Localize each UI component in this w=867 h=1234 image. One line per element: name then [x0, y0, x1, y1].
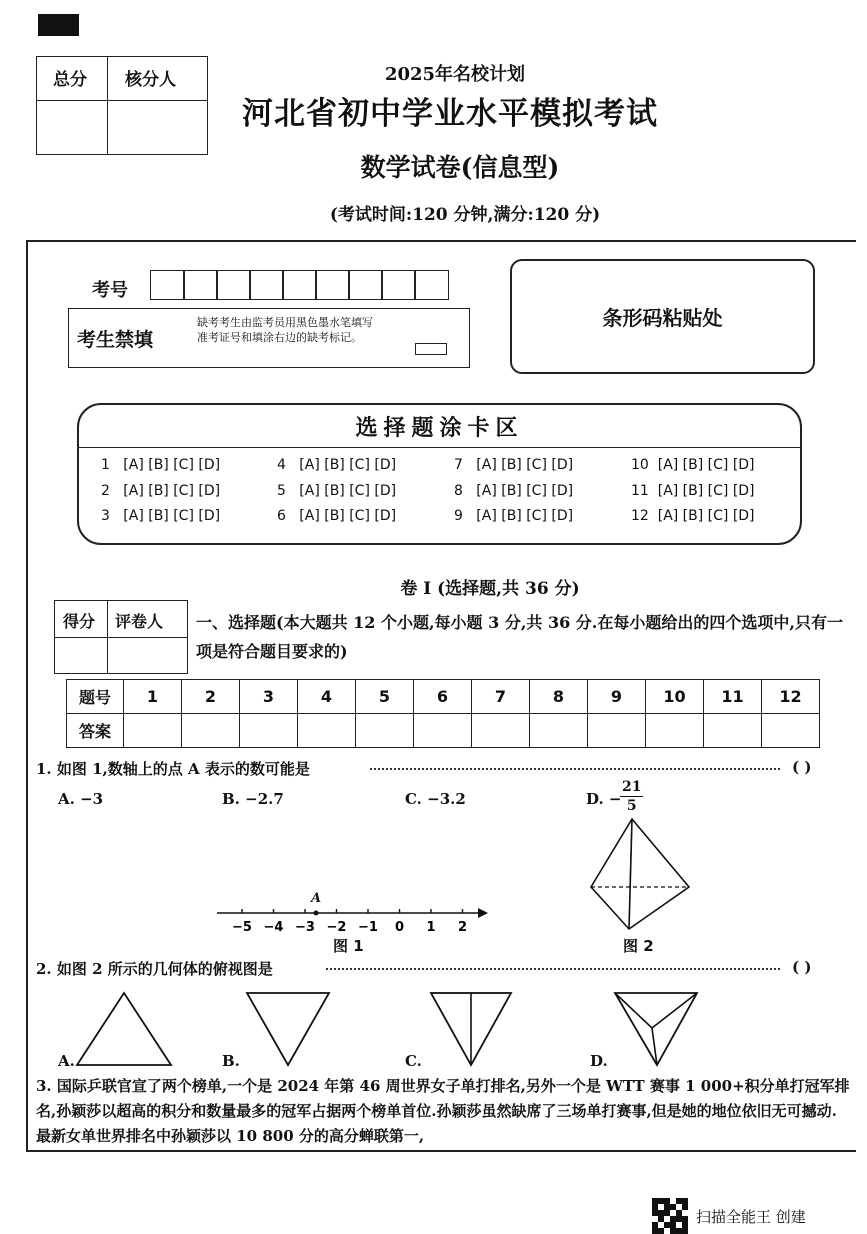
exam-number-boxes[interactable] — [150, 270, 447, 300]
card-item-6[interactable]: 6 [A] [B] [C] [D] — [277, 508, 397, 524]
answer-cell[interactable] — [414, 714, 472, 748]
number-line-tick-label: −4 — [263, 920, 284, 935]
q2-option-c-figure — [428, 990, 514, 1068]
number-line-tick-label: −3 — [295, 920, 315, 935]
answer-table-number: 4 — [298, 680, 356, 714]
answer-cell[interactable] — [762, 714, 820, 748]
answer-table-number: 10 — [646, 680, 704, 714]
q1-bracket: ( ) — [792, 758, 812, 776]
q1-option-b: B. −2.7 — [222, 790, 284, 808]
qr-code-icon — [652, 1198, 688, 1234]
restricted-area — [68, 308, 470, 368]
point-a-dot — [314, 911, 319, 916]
answer-cell[interactable] — [240, 714, 298, 748]
answer-table-number: 2 — [182, 680, 240, 714]
answer-cell[interactable] — [124, 714, 182, 748]
answer-table-number: 9 — [588, 680, 646, 714]
answer-cell[interactable] — [704, 714, 762, 748]
point-a-label: A — [311, 891, 322, 906]
answer-table-number: 5 — [356, 680, 414, 714]
exam-time-info: (考试时间:120 分钟,满分:120 分) — [329, 205, 601, 225]
number-line-tick-label: −5 — [232, 920, 252, 935]
answer-table-header-row — [67, 680, 820, 714]
q1-stem: 1. 如图 1,数轴上的点 A 表示的数可能是 — [36, 760, 310, 778]
fig2-caption: 图 2 — [623, 937, 654, 955]
q2-stem: 2. 如图 2 所示的几何体的俯视图是 — [36, 960, 273, 978]
answer-cell[interactable] — [472, 714, 530, 748]
answer-table — [66, 679, 820, 748]
scanner-text: 扫描全能王 创建 — [696, 1207, 806, 1226]
restricted-note: 缺考考生由监考员用黑色墨水笔填写准考证号和填涂右边的缺考标记。 — [197, 316, 373, 344]
card-item-10[interactable]: 10 [A] [B] [C] [D] — [631, 457, 755, 473]
corner-black-tab — [38, 14, 79, 36]
grader-label: 评卷人 — [115, 612, 164, 631]
fig1-number-line — [212, 896, 492, 940]
exam-title: 河北省初中学业水平模拟考试 — [242, 96, 658, 132]
card-item-9[interactable]: 9 [A] [B] [C] [D] — [454, 508, 574, 524]
exam-number-label: 考号 — [92, 280, 128, 301]
q2-option-a-figure — [74, 990, 174, 1068]
section-1-intro: 一、选择题(本大题共 12 个小题,每小题 3 分,共 36 分.在每小题给出的四个选项中,只有一项是符合题目要求的) — [196, 613, 843, 661]
answer-table-number-label: 题号 — [67, 680, 124, 714]
card-item-12[interactable]: 12 [A] [B] [C] [D] — [631, 508, 755, 524]
plan-title: 2025年名校计划 — [384, 64, 526, 85]
grade-table — [54, 600, 188, 674]
answer-cell[interactable] — [356, 714, 414, 748]
total-score-label: 总分 — [53, 70, 87, 90]
subject-title: 数学试卷(信息型) — [360, 153, 560, 182]
answer-cell[interactable] — [298, 714, 356, 748]
choice-card-title: 选择题涂卡区 — [355, 416, 524, 441]
number-line-tick-label: 1 — [426, 920, 436, 935]
card-item-1[interactable]: 1 [A] [B] [C] [D] — [101, 457, 221, 473]
q2-option-b: B. — [222, 1052, 240, 1070]
q2-option-d-figure — [612, 990, 700, 1068]
number-line-tick-label: −2 — [326, 920, 347, 935]
number-line-tick-label: −1 — [358, 920, 378, 935]
card-item-11[interactable]: 11 [A] [B] [C] [D] — [631, 483, 755, 499]
barcode-area — [510, 259, 815, 374]
section-1-title: 卷 I (选择题,共 36 分) — [400, 579, 580, 599]
answer-table-number: 8 — [530, 680, 588, 714]
barcode-label: 条形码粘贴处 — [602, 306, 723, 330]
choice-card — [77, 403, 802, 545]
answer-table-number: 6 — [414, 680, 472, 714]
answer-table-number: 3 — [240, 680, 298, 714]
card-item-8[interactable]: 8 [A] [B] [C] [D] — [454, 483, 574, 499]
q1-option-a: A. −3 — [58, 790, 104, 808]
grade-label: 得分 — [63, 612, 96, 631]
q2-option-c: C. — [405, 1052, 422, 1070]
card-item-2[interactable]: 2 [A] [B] [C] [D] — [101, 483, 221, 499]
q1-option-c: C. −3.2 — [405, 790, 466, 808]
answer-table-number: 1 — [124, 680, 182, 714]
q2-bracket: ( ) — [792, 958, 812, 976]
scanner-watermark — [652, 1198, 806, 1234]
answer-cell[interactable] — [588, 714, 646, 748]
q1-option-d: D. − — [586, 790, 622, 808]
card-item-3[interactable]: 3 [A] [B] [C] [D] — [101, 508, 221, 524]
answer-table-number: 11 — [704, 680, 762, 714]
answer-table-answer-row — [67, 714, 820, 748]
q1-option-d-fraction: 21 5 — [622, 779, 642, 814]
number-line-tick-label: 0 — [394, 920, 405, 935]
restricted-label: 考生禁填 — [77, 329, 154, 351]
fig2-tetrahedron — [585, 815, 695, 935]
checker-label: 核分人 — [125, 70, 176, 90]
q1-leader-dots — [370, 768, 780, 770]
card-item-5[interactable]: 5 [A] [B] [C] [D] — [277, 483, 397, 499]
answer-cell[interactable] — [530, 714, 588, 748]
absence-mark-box[interactable] — [415, 343, 447, 355]
answer-cell[interactable] — [646, 714, 704, 748]
card-item-7[interactable]: 7 [A] [B] [C] [D] — [454, 457, 574, 473]
fig1-caption: 图 1 — [333, 937, 364, 955]
q2-option-d: D. — [590, 1052, 608, 1070]
q2-option-b-figure — [244, 990, 332, 1068]
answer-cell[interactable] — [182, 714, 240, 748]
answer-table-answer-label: 答案 — [67, 714, 124, 748]
answer-table-number: 12 — [762, 680, 820, 714]
q2-option-a: A. — [58, 1052, 75, 1070]
card-item-4[interactable]: 4 [A] [B] [C] [D] — [277, 457, 397, 473]
answer-table-number: 7 — [472, 680, 530, 714]
q3-text: 3. 国际乒联官宣了两个榜单,一个是 2024 年第 46 周世界女子单打排名,另外一个是 WTT 赛事 1 000+积分单打冠军排名,孙颖莎以超高的积分和数量最多的冠军占据两个榜单首位.孙颖莎虽然缺席了三场单打赛事,但是她的地位依旧无可撼动.最新女单世界排名中孙颖莎以 10 800 分的高分蝉联第一, — [36, 1077, 850, 1145]
number-line-tick-label: 2 — [457, 920, 468, 935]
score-table — [36, 56, 208, 155]
q2-leader-dots — [326, 968, 780, 970]
